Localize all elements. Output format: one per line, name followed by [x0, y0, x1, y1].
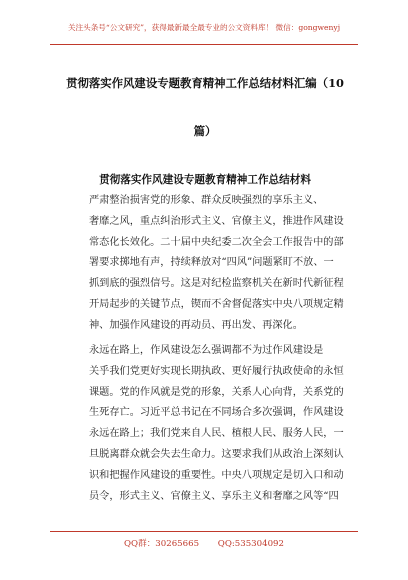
paragraph-line: 神、加强作风建设的再动员、再出发、再深化。: [89, 319, 303, 331]
paragraph-line: 永远在路上；我们党来自人民、植根人民、服务人民，一: [89, 428, 344, 440]
paragraph-line: 署要求掷地有声，持续释放对“四风”问题紧盯不放、一: [89, 257, 334, 269]
paragraph-line: 奢靡之风，重点纠治形式主义、官僚主义，推进作风建设: [89, 215, 344, 227]
paragraph-2: [89, 341, 359, 507]
footer-qq: QQ:535304092: [217, 539, 284, 549]
paragraph-line: 常态化长效化。二十届中央纪委二次全会工作报告中的部: [89, 236, 344, 248]
document-title-line-1: 贯彻落实作风建设专题教育精神工作总结材料汇编（10: [66, 76, 344, 90]
paragraph-line: 生死存亡。习近平总书记在不同场合多次强调，作风建设: [89, 407, 344, 419]
paragraph-line: 旦脱离群众就会失去生命力。这要求我们从政治上深刻认: [89, 448, 344, 460]
paragraph-line: 永远在路上，作风建设怎么强调都不为过作风建设是: [89, 345, 324, 356]
paragraph-line: 抓到底的强烈信号。这是对纪检监察机关在新时代新征程: [89, 278, 344, 290]
footer-qq-group: QQ群：30265665: [124, 539, 200, 549]
paragraph-line: 关乎我们党更好实现长期执政、更好履行执政使命的永恒: [89, 365, 344, 377]
document-title-line-2: 篇）: [193, 124, 217, 138]
header-banner: 关注头条号“公文研究”，获得最新最全最专业的公文资料库！ 微信：gongwenyj: [67, 23, 341, 32]
header-divider: [50, 44, 358, 45]
paragraph-line: 严肃整治损害党的形象、群众反映强烈的享乐主义、: [89, 195, 324, 206]
section-title: 贯彻落实作风建设专题教育精神工作总结材料: [99, 174, 311, 186]
footer-divider: [50, 531, 358, 532]
paragraph-line: 开局起步的关键节点，锲而不舍督促落实中央八项规定精: [89, 298, 344, 310]
paragraph-line: 员令，形式主义、官僚主义、享乐主义和奢靡之风等“四: [89, 490, 339, 502]
paragraph-line: 识和把握作风建设的重要性。中央八项规定是切入口和动: [89, 469, 344, 481]
paragraph-1: [89, 191, 359, 337]
paragraph-line: 课题。党的作风就是党的形象，关系人心向背，关系党的: [89, 386, 344, 398]
footer-contacts: [0, 537, 408, 549]
